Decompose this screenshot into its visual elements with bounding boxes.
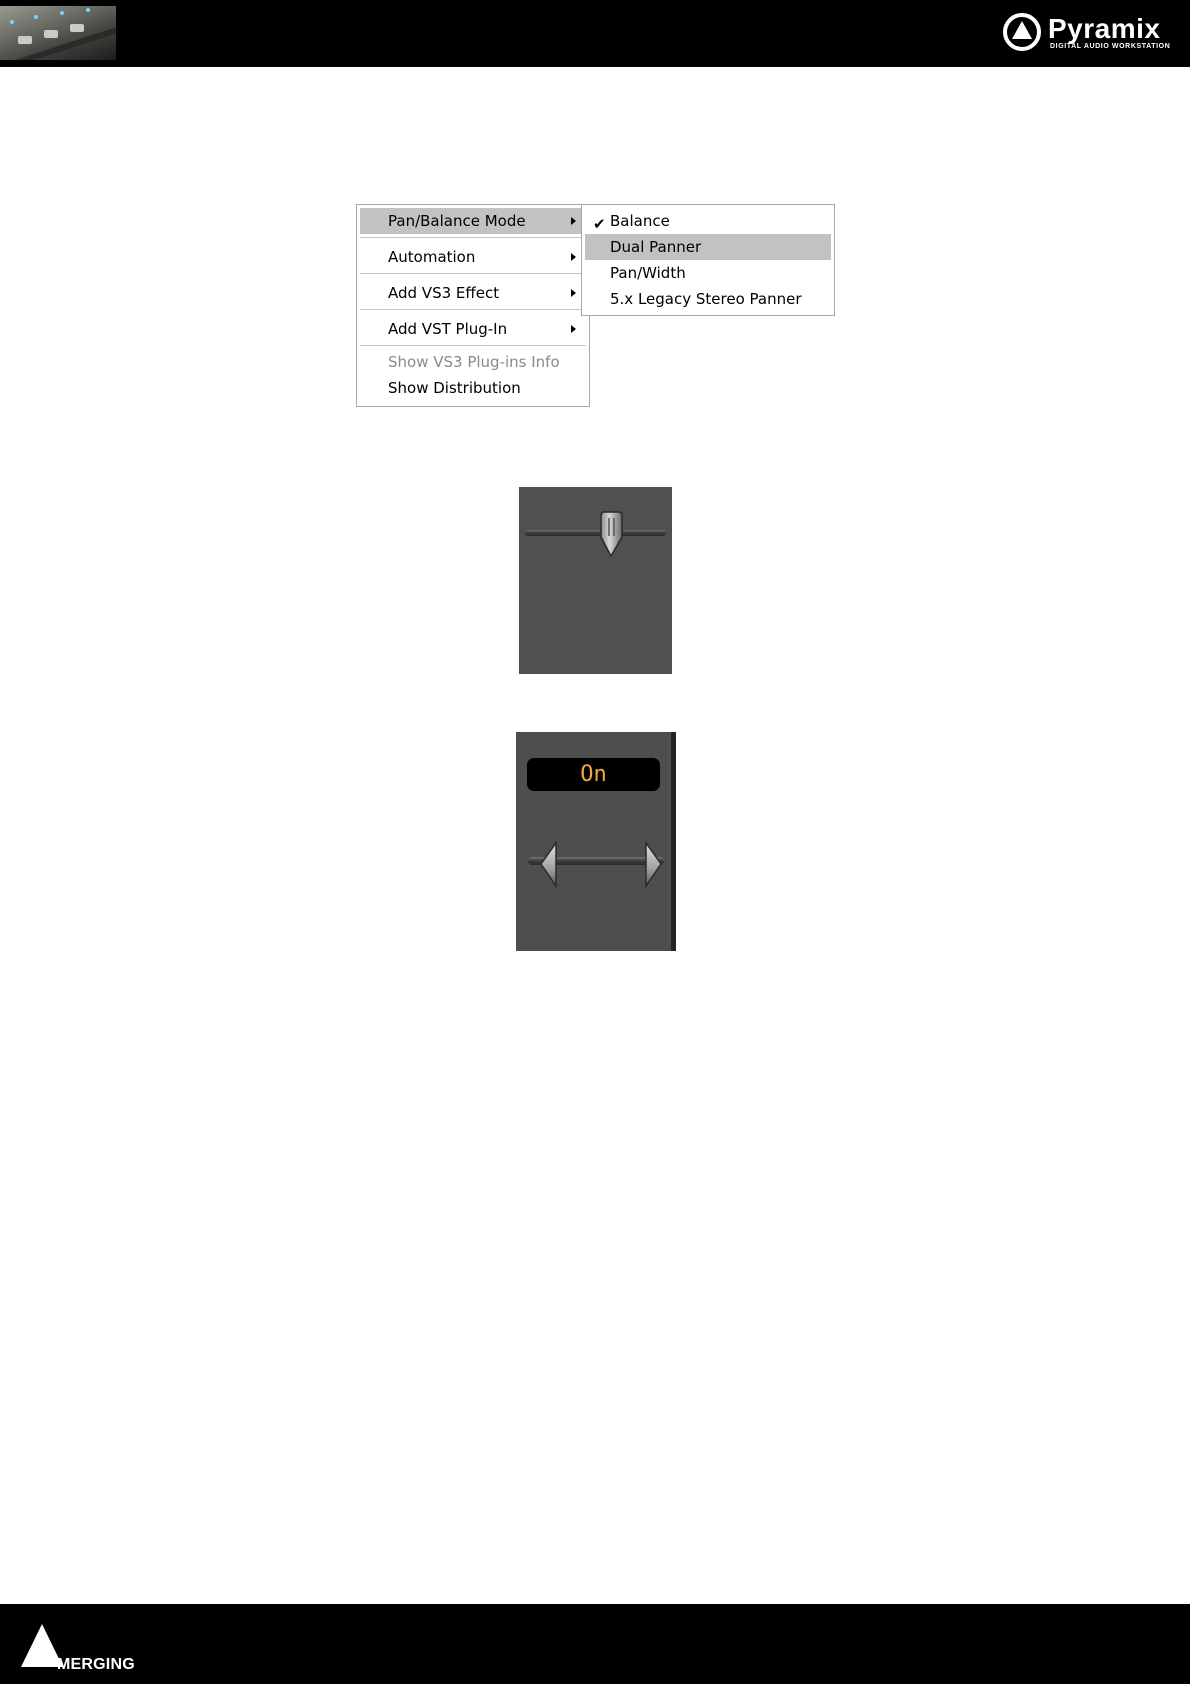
submenu-item-legacy-stereo-panner[interactable]	[585, 286, 831, 312]
pyramix-logo	[1002, 12, 1177, 52]
menu-separator	[360, 237, 586, 239]
menu-item-show-vs3-plug-ins-info	[360, 349, 586, 375]
brand-name: Pyramix	[1048, 13, 1161, 44]
menu-item-pan-balance-mode[interactable]	[360, 208, 586, 234]
submenu-item-pan-width[interactable]	[585, 260, 831, 286]
submenu-item-label: 5.x Legacy Stereo Panner	[610, 290, 802, 308]
slider-knob[interactable]	[601, 512, 622, 556]
pan-balance-submenu	[581, 204, 835, 316]
submenu-arrow-icon	[571, 289, 576, 297]
pan-slider-graphic	[519, 487, 672, 674]
company-name: MERGING	[57, 1656, 135, 1673]
width-status-display: On	[527, 758, 660, 791]
menu-item-label: Show VS3 Plug-ins Info	[388, 353, 560, 371]
submenu-item-label: Dual Panner	[610, 238, 702, 256]
submenu-item-dual-panner[interactable]	[585, 234, 831, 260]
width-left-handle-icon[interactable]	[541, 843, 556, 886]
checkmark-icon: ✔	[593, 215, 606, 233]
submenu-item-label: Pan/Width	[610, 264, 686, 282]
menu-item-show-distribution[interactable]	[360, 375, 586, 401]
width-right-handle-icon[interactable]	[646, 843, 661, 886]
menu-item-label: Show Distribution	[388, 379, 521, 397]
pan-width-widget	[516, 732, 676, 951]
menu-item-label: Add VST Plug-In	[388, 320, 508, 338]
pyramix-logo-icon	[1002, 12, 1042, 52]
submenu-item-balance[interactable]	[585, 208, 831, 234]
menu-separator	[360, 345, 586, 347]
menu-item-add-vs3-effect[interactable]	[360, 280, 586, 306]
menu-item-label: Pan/Balance Mode	[388, 212, 526, 230]
brand-tagline: DIGITAL AUDIO WORKSTATION	[1050, 43, 1171, 50]
submenu-item-label: Balance	[610, 212, 670, 230]
width-slider-graphic	[516, 732, 671, 951]
page-footer	[0, 1604, 1190, 1684]
submenu-arrow-icon	[571, 217, 576, 225]
widget-edge	[671, 732, 676, 951]
menu-separator	[360, 273, 586, 275]
pan-slider-widget	[519, 487, 672, 674]
menu-separator	[360, 309, 586, 311]
menu-item-add-vst-plug-in[interactable]	[360, 316, 586, 342]
menu-item-label: Automation	[388, 248, 476, 266]
page-header	[0, 0, 1190, 67]
slider-track	[525, 530, 666, 536]
menu-item-label: Add VS3 Effect	[388, 284, 500, 302]
menu-item-automation[interactable]	[360, 244, 586, 270]
submenu-arrow-icon	[571, 253, 576, 261]
mixing-console-photo	[0, 6, 116, 60]
submenu-arrow-icon	[571, 325, 576, 333]
context-menu	[356, 204, 590, 407]
